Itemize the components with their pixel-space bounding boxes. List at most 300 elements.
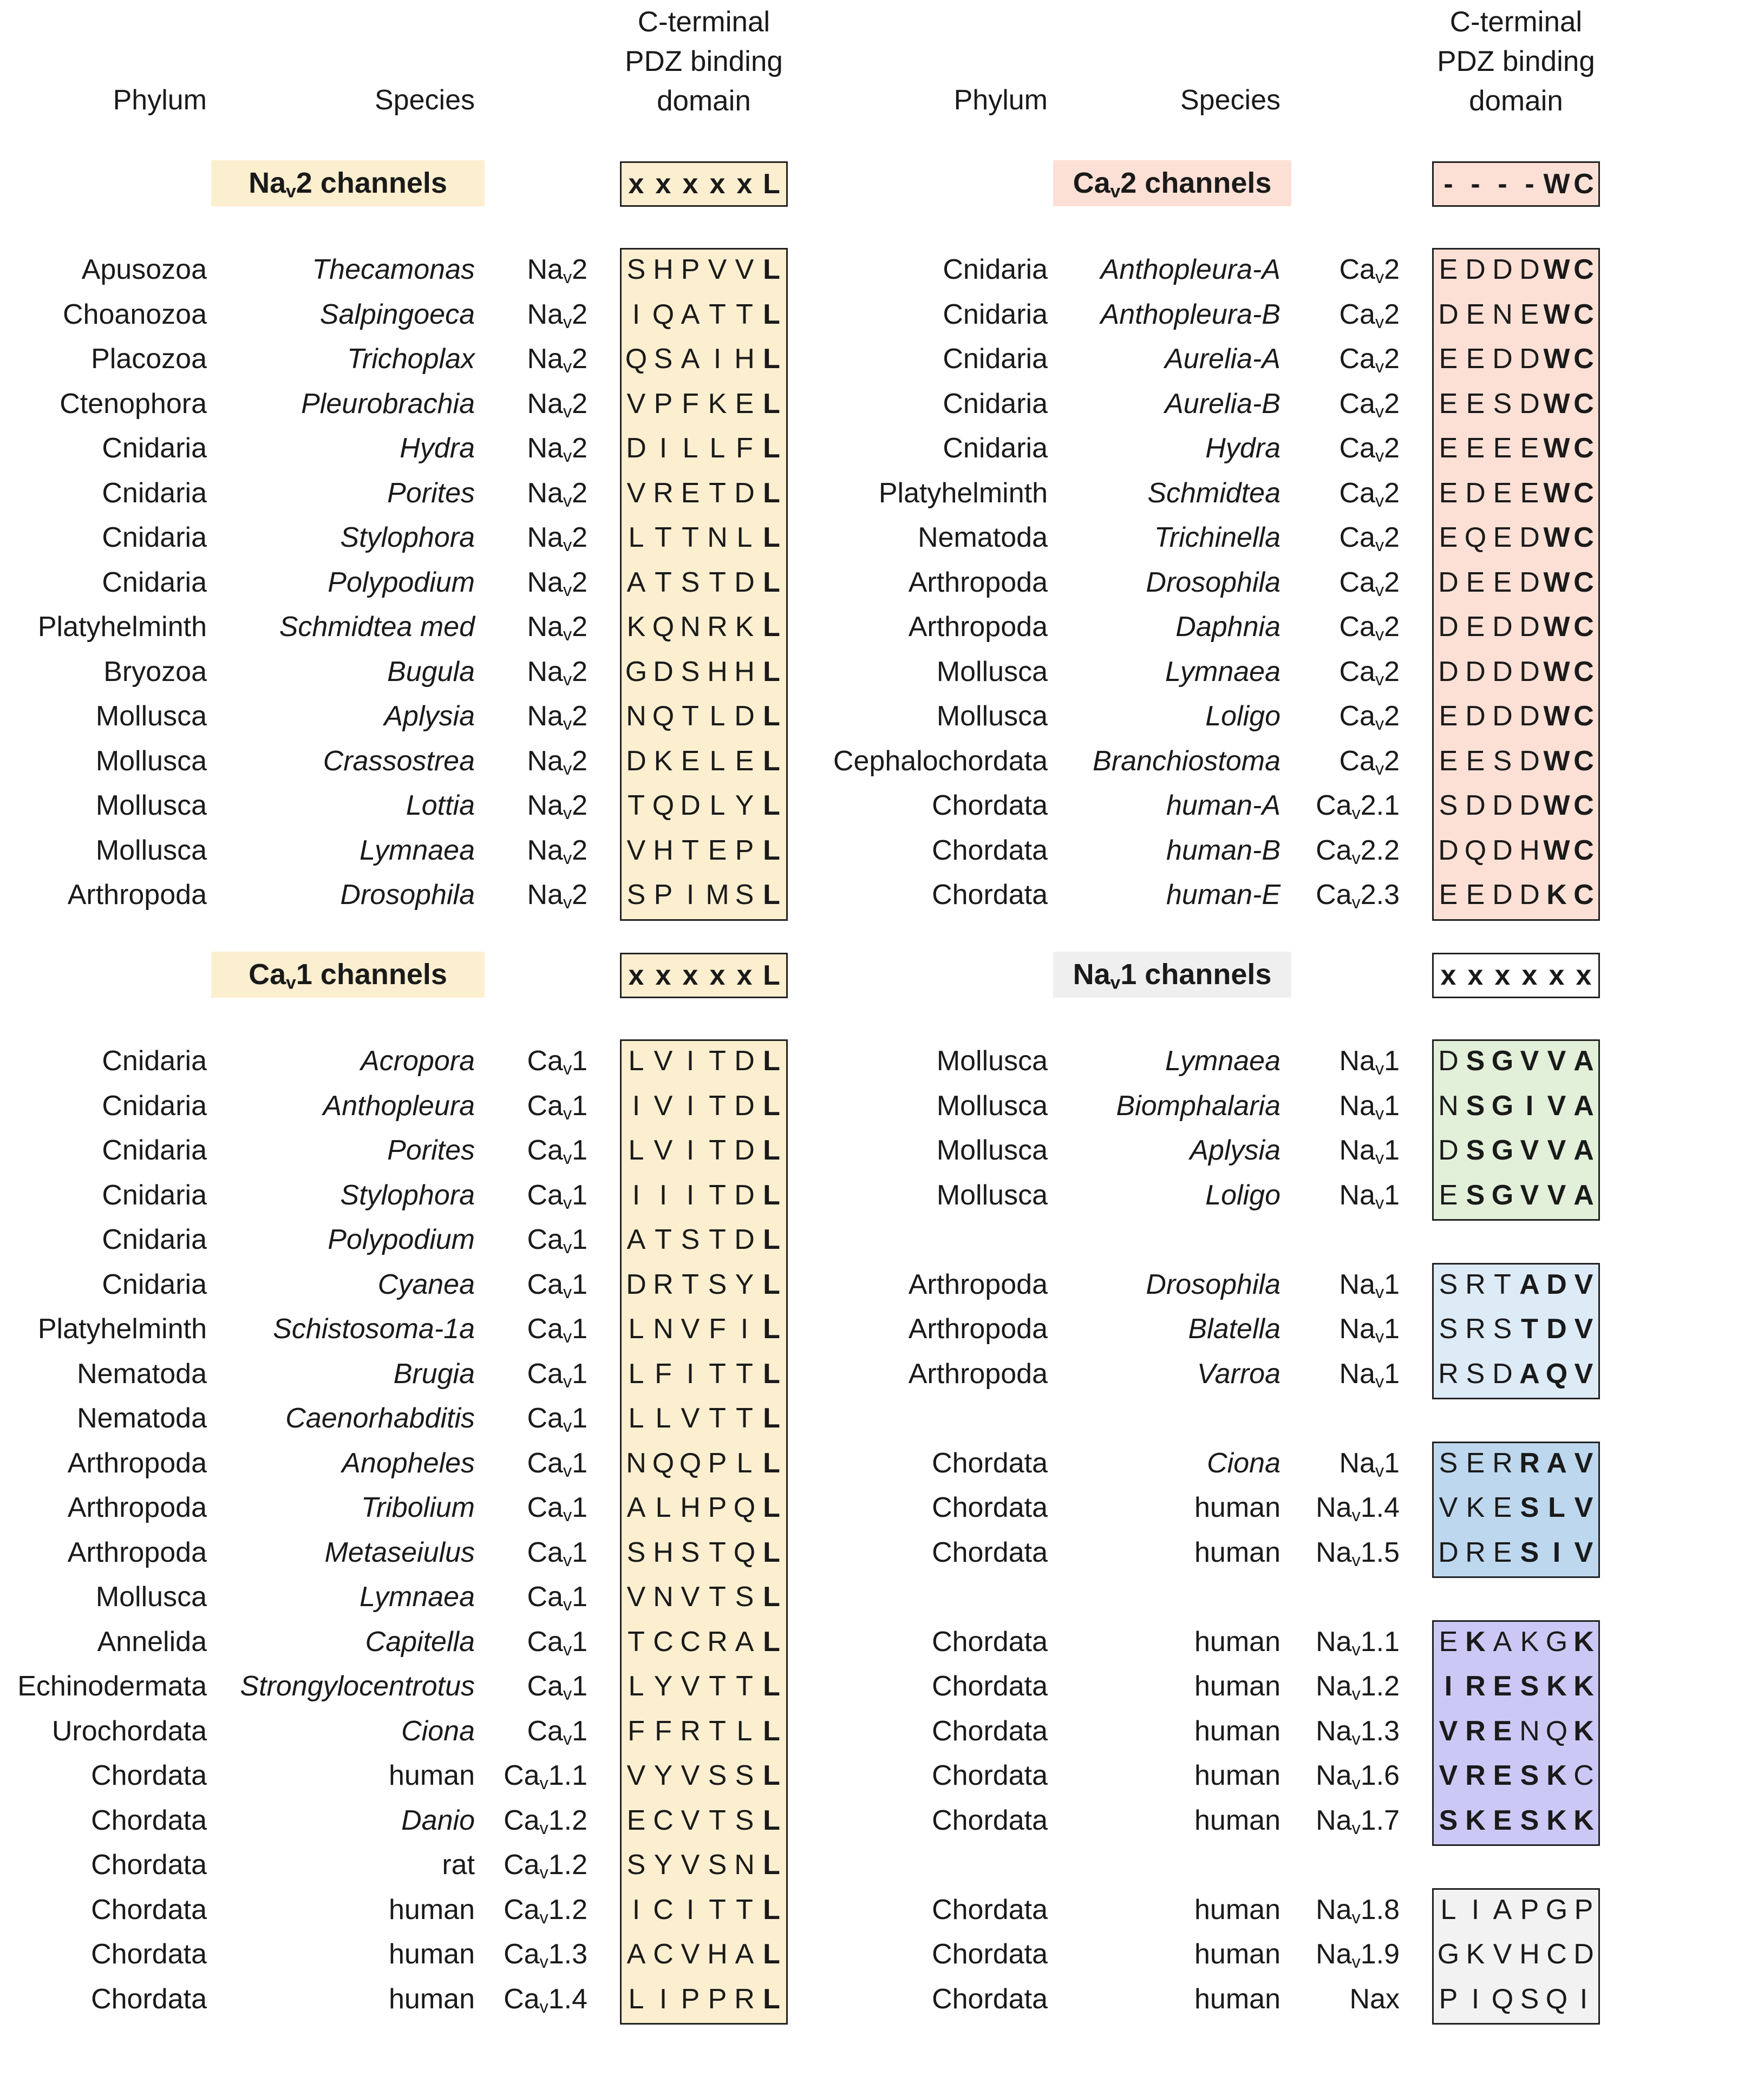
residue: T (628, 1626, 645, 1658)
residue: L (763, 1581, 780, 1613)
residue: I (686, 1090, 695, 1122)
channel-subscript: v (563, 312, 572, 332)
residue: W (1543, 433, 1570, 464)
channel-name (425, 1894, 587, 1926)
residue: C (1573, 566, 1594, 598)
sequence-cell (1435, 1358, 1597, 1390)
residue: S (1439, 1313, 1458, 1345)
species-cell: Loligo (1205, 700, 1280, 732)
residue: T (709, 1581, 726, 1613)
channel-name (1237, 700, 1400, 732)
residue: L (736, 1715, 753, 1747)
residue: D (1573, 1939, 1594, 1970)
channel-name (425, 1179, 587, 1212)
phylum-header: Phylum (113, 84, 207, 116)
residue: Q (1491, 1983, 1514, 2015)
residue: L (763, 1536, 780, 1568)
residue: E (1439, 433, 1458, 464)
phylum-cell: Cephalochordata (833, 745, 1048, 777)
species-cell: human (1194, 1939, 1280, 1970)
residue: T (709, 298, 726, 330)
residue: x (1521, 960, 1538, 991)
channel-name (1237, 1894, 1400, 1926)
residue: T (736, 1403, 753, 1434)
residue: W (1543, 343, 1570, 375)
residue: L (763, 1894, 780, 1926)
residue: A (1493, 1894, 1512, 1926)
sequence-cell (623, 1849, 785, 1881)
channel-subscript: v (563, 1103, 572, 1123)
residue: x (628, 168, 644, 200)
channel-subscript: v (1375, 1327, 1384, 1347)
channel-name (1237, 1536, 1400, 1569)
residue: N (626, 1447, 646, 1479)
banner-text: Na (1073, 958, 1110, 991)
channel-name (1237, 745, 1400, 777)
residue: S (681, 1536, 700, 1568)
sequence-cell (1435, 298, 1597, 331)
species-cell: Ciona (1207, 1447, 1280, 1479)
channel-suffix: 1 (1384, 1090, 1400, 1122)
residue: x (1549, 960, 1565, 991)
residue: R (1519, 1447, 1540, 1479)
channel-suffix: 1 (572, 1135, 587, 1166)
residue: S (1466, 1179, 1485, 1211)
consensus-sequence (623, 168, 785, 200)
species-cell: Schistosoma-1a (273, 1313, 475, 1345)
channel-prefix: Na (1339, 1179, 1375, 1211)
channel-prefix: Ca (527, 1715, 563, 1747)
species-cell: Lymnaea (1165, 1045, 1280, 1077)
channel-suffix: 1.3 (1360, 1715, 1400, 1747)
residue: H (653, 1536, 674, 1568)
species-cell: human (1194, 1671, 1280, 1702)
phylum-cell: Mollusca (95, 790, 207, 821)
residue: T (682, 700, 699, 732)
channel-name (425, 1358, 587, 1390)
residue: L (763, 1179, 780, 1211)
species-cell: Loligo (1205, 1179, 1280, 1211)
residue: S (1466, 1090, 1485, 1122)
channel-name (1237, 1179, 1400, 1212)
channel-prefix: Na (1316, 1671, 1352, 1702)
residue: L (763, 745, 780, 777)
residue: D (1546, 1268, 1567, 1300)
channel-suffix: 2 (572, 343, 587, 375)
channel-subscript: v (1375, 312, 1384, 332)
residue: V (1547, 1045, 1566, 1077)
residue: W (1543, 388, 1570, 420)
residue: I (686, 1135, 695, 1166)
channel-suffix: 1.6 (1360, 1760, 1400, 1791)
residue: A (681, 298, 700, 330)
channel-suffix: 1.5 (1360, 1536, 1400, 1568)
residue: L (628, 1983, 644, 2015)
phylum-cell: Arthropoda (908, 1268, 1048, 1300)
channel-suffix: 1 (1384, 1135, 1400, 1166)
channel-prefix: Ca (1316, 879, 1352, 911)
residue: L (763, 343, 780, 375)
residue: E (1493, 522, 1512, 553)
residue: S (1439, 1268, 1458, 1300)
species-cell: Lottia (406, 790, 475, 821)
channel-subscript: v (563, 1461, 572, 1481)
channel-subscript: v (563, 669, 572, 689)
residue: Q (1545, 1715, 1568, 1747)
residue: D (1519, 254, 1540, 285)
species-cell: human (1194, 1536, 1280, 1568)
phylum-cell: Nematoda (918, 522, 1048, 553)
residue: D (1492, 834, 1513, 866)
residue: W (1543, 566, 1570, 598)
residue: E (1493, 1804, 1512, 1836)
residue: V (681, 1581, 700, 1613)
channel-name (425, 1223, 587, 1256)
residue: D (1438, 298, 1459, 330)
residue: C (1573, 700, 1594, 732)
residue: Q (733, 1536, 756, 1568)
sequence-cell (623, 1402, 785, 1435)
residue: P (708, 1447, 727, 1479)
residue: T (709, 1536, 726, 1568)
residue: K (1465, 1626, 1486, 1658)
residue: P (654, 388, 673, 420)
channel-prefix: Ca (504, 1804, 540, 1836)
species-cell: Brugia (393, 1358, 475, 1390)
channel-subscript: v (1375, 580, 1384, 600)
residue: F (655, 1358, 672, 1390)
channel-prefix: Ca (527, 1492, 563, 1523)
residue: S (1466, 1135, 1485, 1166)
species-cell: Metaseiulus (324, 1536, 475, 1568)
residue: P (681, 254, 700, 285)
residue: I (686, 1179, 695, 1211)
residue: C (1573, 254, 1594, 285)
residue: T (709, 1358, 726, 1390)
channel-suffix: 1 (1384, 1358, 1400, 1390)
phylum-cell: Chordata (932, 1492, 1048, 1523)
channel-subscript: v (563, 1550, 572, 1570)
residue: T (682, 834, 699, 866)
residue: D (1438, 834, 1459, 866)
phylum-cell: Chordata (91, 1760, 207, 1791)
channel-suffix: 1.8 (1360, 1894, 1400, 1926)
channel-name (1237, 388, 1400, 420)
residue: D (734, 1224, 755, 1255)
residue: T (709, 566, 726, 598)
species-cell: Lymnaea (360, 834, 475, 866)
residue: D (1438, 1536, 1459, 1568)
residue: L (763, 1403, 780, 1434)
residue: H (653, 254, 674, 285)
phylum-cell: Cnidaria (943, 343, 1048, 375)
channel-subscript: v (1351, 893, 1361, 913)
phylum-cell: Cnidaria (102, 522, 207, 553)
residue: L (628, 1313, 644, 1345)
channel-suffix: 1 (572, 1536, 587, 1568)
channel-name (425, 1313, 587, 1345)
phylum-cell: Nematoda (77, 1403, 207, 1434)
residue: C (1573, 522, 1594, 553)
channel-prefix: Ca (504, 1894, 540, 1926)
channel-name (1237, 1358, 1400, 1390)
pdz-header-line: C-terminal (637, 6, 770, 38)
channel-prefix: Ca (527, 1626, 563, 1658)
phylum-cell: Urochordata (51, 1715, 207, 1747)
residue: L (763, 1492, 780, 1523)
channel-name (425, 253, 587, 286)
residue: V (1574, 1313, 1593, 1345)
residue: E (1466, 298, 1485, 330)
channel-subscript: v (563, 625, 572, 645)
residue: V (1439, 1760, 1458, 1791)
residue: C (1573, 745, 1594, 777)
channel-prefix: Na (1339, 1090, 1375, 1122)
sequence-cell (1435, 1894, 1597, 1926)
residue: L (763, 168, 780, 200)
residue: S (1439, 790, 1458, 821)
channel-prefix: Ca (527, 1268, 563, 1300)
sequence-cell (1435, 1938, 1597, 1970)
channel-subscript: v (1375, 267, 1384, 287)
residue: D (1492, 1358, 1513, 1390)
phylum-cell: Chordata (932, 879, 1048, 911)
residue: T (709, 1135, 726, 1166)
channel-prefix: Ca (1339, 700, 1375, 732)
species-cell: Anthopleura-A (1100, 254, 1280, 285)
channel-subscript: v (1351, 1952, 1361, 1972)
residue: K (1465, 1804, 1486, 1836)
residue: P (708, 1492, 727, 1523)
channel-prefix: Ca (527, 1045, 563, 1077)
channel-suffix: 1.1 (548, 1760, 587, 1791)
channel-name (425, 879, 587, 911)
channel-subscript: v (1375, 1059, 1384, 1079)
residue: V (1574, 1358, 1593, 1390)
residue: V (1520, 1179, 1539, 1211)
sequence-cell (1435, 253, 1597, 286)
residue: Q (652, 700, 675, 732)
residue: N (680, 611, 701, 643)
phylum-cell: Mollusca (95, 1581, 207, 1613)
channel-subscript: v (563, 758, 572, 778)
channel-suffix: 1 (572, 1492, 587, 1523)
channel-name (1237, 432, 1400, 464)
residue: D (1492, 254, 1513, 285)
residue: V (708, 254, 727, 285)
residue: I (659, 433, 668, 464)
residue: D (1492, 611, 1513, 643)
channel-name (1237, 1491, 1400, 1524)
channel-subscript: v (563, 1639, 572, 1659)
species-cell: rat (442, 1849, 475, 1881)
sequence-cell (1435, 1134, 1597, 1167)
residue: C (653, 1626, 674, 1658)
channel-subscript: v (563, 1728, 572, 1749)
species-cell: Schmidtea med (279, 611, 475, 643)
sequence-cell (1435, 1983, 1597, 2015)
channel-subscript: v (563, 848, 572, 868)
banner-text: v (1110, 181, 1121, 202)
channel-subscript: v (1351, 803, 1361, 823)
residue: D (1492, 790, 1513, 821)
residue: G (1437, 1939, 1460, 1970)
phylum-cell: Arthropoda (67, 1447, 207, 1479)
channel-name: Nax (1349, 1983, 1400, 2015)
channel-name (1237, 1313, 1400, 1345)
channel-prefix: Na (527, 254, 563, 285)
phylum-cell: Mollusca (936, 1090, 1048, 1122)
channel-subscript: v (563, 893, 572, 913)
residue: G (1545, 1894, 1568, 1926)
residue: K (654, 745, 673, 777)
channel-prefix: Na (1316, 1804, 1352, 1836)
residue: T (736, 1358, 753, 1390)
residue: F (709, 1313, 726, 1345)
phylum-cell: Chordata (91, 1894, 207, 1926)
channel-suffix: 1 (572, 1358, 587, 1390)
residue: D (1519, 879, 1540, 911)
channel-name (425, 343, 587, 375)
residue: N (626, 700, 646, 732)
channel-suffix: 2 (1384, 566, 1400, 598)
channel-subscript: v (1375, 490, 1384, 510)
sequence-cell (1435, 1313, 1597, 1345)
residue: L (682, 433, 698, 464)
sequence-cell (623, 1223, 785, 1256)
phylum-header: Phylum (953, 84, 1048, 116)
channel-name (425, 1536, 587, 1569)
channel-suffix: 2 (1384, 745, 1400, 777)
residue: S (735, 1760, 754, 1791)
channel-name (425, 388, 587, 420)
residue: T (709, 1179, 726, 1211)
consensus-sequence (1435, 168, 1597, 200)
channel-suffix: 2.2 (1360, 834, 1400, 866)
residue: E (1466, 566, 1485, 598)
residue: K (708, 388, 727, 420)
residue: I (632, 1179, 641, 1211)
channel-name (425, 1670, 587, 1702)
residue: L (763, 1313, 780, 1345)
species-cell: human-A (1166, 790, 1280, 821)
channel-name (1237, 656, 1400, 688)
residue: H (1519, 1939, 1540, 1970)
channel-name (1237, 834, 1400, 867)
channel-subscript: v (539, 1996, 548, 2016)
residue: G (1491, 1090, 1514, 1122)
residue: W (1543, 298, 1570, 330)
residue: - (1525, 168, 1534, 200)
residue: Q (1464, 522, 1487, 553)
channel-prefix: Ca (527, 1447, 563, 1479)
channel-subscript: v (1375, 669, 1384, 689)
phylum-cell: Mollusca (95, 834, 207, 866)
residue: L (655, 1492, 671, 1523)
residue: x (1576, 960, 1592, 991)
residue: A (1573, 1045, 1594, 1077)
residue: K (1466, 1939, 1485, 1970)
residue: C (653, 1894, 674, 1926)
residue: L (736, 522, 753, 553)
residue: K (626, 611, 646, 643)
channel-prefix: Ca (504, 1760, 540, 1791)
residue: E (1439, 1626, 1458, 1658)
channel-name (425, 1804, 587, 1837)
residue: L (763, 790, 780, 821)
channel-subscript: v (1351, 1907, 1361, 1927)
residue: L (763, 700, 780, 732)
residue: W (1543, 790, 1570, 821)
phylum-cell: Mollusca (95, 745, 207, 777)
banner-text: Ca (1073, 167, 1110, 199)
channel-prefix: Na (1339, 1358, 1375, 1390)
residue: V (1574, 1492, 1593, 1523)
residue: x (1467, 960, 1484, 991)
residue: L (763, 1268, 780, 1300)
channel-subscript: v (1351, 848, 1361, 868)
residue: N (653, 1313, 674, 1345)
residue: x (682, 960, 698, 991)
channel-suffix: 1 (572, 1626, 587, 1658)
residue: W (1543, 254, 1570, 285)
channel-subscript: v (539, 1952, 548, 1972)
residue: L (763, 1045, 780, 1077)
residue: V (681, 1760, 700, 1791)
residue: T (709, 1090, 726, 1122)
residue: E (1493, 566, 1512, 598)
residue: D (1492, 879, 1513, 911)
residue: H (680, 1492, 701, 1523)
residue: I (659, 1179, 668, 1211)
residue: L (763, 960, 780, 991)
residue: T (1494, 1268, 1511, 1300)
channel-suffix: 2 (1384, 522, 1400, 553)
channel-name (1237, 1626, 1400, 1658)
residue: S (681, 566, 700, 598)
channel-name (425, 1759, 587, 1792)
channel-prefix: Ca (504, 1983, 540, 2015)
residue: D (734, 566, 755, 598)
pdz-domain-header (1381, 2, 1651, 121)
residue: - (1498, 168, 1507, 200)
species-header: Species (1180, 84, 1280, 116)
residue: E (1520, 298, 1539, 330)
channel-suffix: 2 (572, 388, 587, 420)
residue: D (1492, 343, 1513, 375)
channel-suffix: 1.2 (1360, 1671, 1400, 1702)
residue: E (681, 745, 700, 777)
channel-prefix: Ca (527, 1224, 563, 1255)
residue: W (1543, 700, 1570, 732)
channel-prefix: Ca (527, 1358, 563, 1390)
sequence-cell (1435, 879, 1597, 911)
channel-suffix: 1 (572, 1224, 587, 1255)
residue: V (681, 1804, 700, 1836)
phylum-cell: Cnidaria (102, 1268, 207, 1300)
channel-name (1237, 789, 1400, 822)
species-cell: human-B (1166, 834, 1280, 866)
residue: V (654, 1045, 673, 1077)
species-cell: Varroa (1197, 1358, 1280, 1390)
residue: T (709, 1894, 726, 1926)
species-cell: human (1194, 1626, 1280, 1658)
cav1-banner (211, 952, 485, 998)
residue: D (1519, 611, 1540, 643)
channel-subscript: v (563, 1416, 572, 1436)
residue: C (1573, 790, 1594, 821)
residue: D (1546, 1313, 1567, 1345)
